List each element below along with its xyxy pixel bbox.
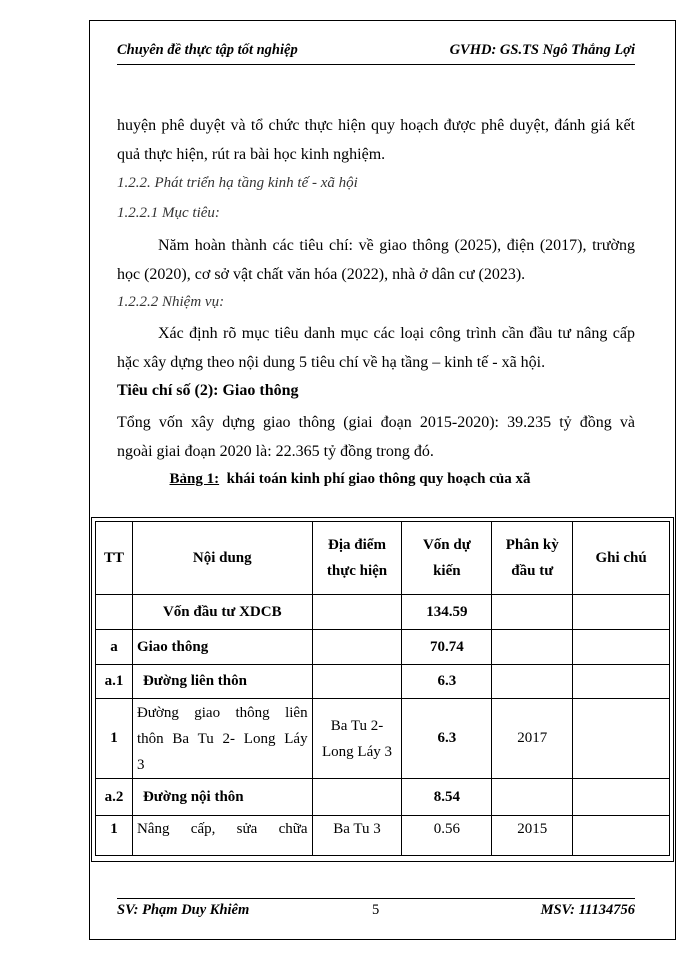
cell-capital: 70.74: [402, 630, 492, 665]
page-footer: [117, 902, 635, 922]
cell-location: Ba Tu 3: [312, 816, 402, 856]
cell-content: Nâng cấp, sửa chữa: [132, 816, 312, 856]
cell-phase: [492, 595, 573, 630]
cell-tt: a: [96, 630, 133, 665]
header-location: [312, 522, 402, 595]
paragraph-1: [117, 111, 635, 169]
paragraph-3-line-1: Xác định rõ mục tiêu danh mục các loại công trình cần đầu tư nâng cấp: [158, 325, 635, 342]
paragraph-2-line-2: học (2020), cơ sở vật chất văn hóa (2022), nhà ở dân cư (2023).: [117, 266, 526, 283]
table-header-row: [96, 522, 670, 595]
table-row: [96, 699, 670, 779]
table-row: [96, 779, 670, 816]
criteria-heading: Tiêu chí số (2): Giao thông: [117, 382, 299, 399]
table-row: [96, 816, 670, 856]
cell-phase: [492, 779, 573, 816]
cell-content: Đường liên thôn: [132, 665, 312, 699]
table-row: [96, 630, 670, 665]
cell-phase: 2015: [492, 816, 573, 856]
cell-note: [573, 595, 670, 630]
paragraph-4-line-1: Tổng vốn xây dựng giao thông (giai đoạn 2015-2020): 39.235 tỷ đồng và: [117, 414, 635, 431]
cell-phase: [492, 630, 573, 665]
cell-content: Giao thông: [132, 630, 312, 665]
header-phase-line-1: Phân kỳ: [505, 537, 559, 553]
header-advisor: GVHD: GS.TS Ngô Thắng Lợi: [449, 42, 635, 58]
paragraph-4-line-2: ngoài giai đoạn 2020 là: 22.365 tỷ đồng trong đó.: [117, 443, 434, 460]
paragraph-4: [117, 408, 635, 466]
table-caption: [0, 471, 700, 488]
header-capital-line-1: Vốn dự: [422, 537, 471, 553]
heading-1-2-2-1: 1.2.2.1 Mục tiêu:: [117, 205, 220, 221]
cell-location: [312, 699, 402, 779]
table-row: [96, 665, 670, 699]
cell-content: [132, 699, 312, 779]
cell-note: [573, 816, 670, 856]
cell-note: [573, 699, 670, 779]
cell-phase: [492, 665, 573, 699]
paragraph-1-line-1: huyện phê duyệt và tổ chức thực hiện quy hoạch được phê duyệt, đánh giá kết: [117, 117, 635, 134]
paragraph-2-line-1: Năm hoàn thành các tiêu chí: về giao thông (2025), điện (2017), trường: [158, 237, 635, 254]
header-capital-line-2: kiến: [433, 563, 461, 579]
cell-location: [312, 779, 402, 816]
paragraph-3-line-2: hặc xây dựng theo nội dung 5 tiêu chí về hạ tầng – kinh tế - xã hội.: [117, 354, 546, 371]
cell-content-line-2: thôn Ba Tu 2- Long Láy: [136, 730, 308, 747]
cell-capital: 6.3: [402, 665, 492, 699]
table-outer-border: [91, 517, 674, 862]
cell-content: Vốn đầu tư XDCB: [132, 595, 312, 630]
cell-capital: 6.3: [402, 699, 492, 779]
cell-content: Đường nội thôn: [132, 779, 312, 816]
budget-table: [95, 521, 670, 856]
header-capital: [402, 522, 492, 595]
paragraph-2: [117, 231, 635, 289]
header-note: Ghi chú: [573, 522, 670, 595]
cell-location: [312, 630, 402, 665]
header-rule: [117, 64, 635, 65]
cell-capital: 0.56: [402, 816, 492, 856]
cell-tt: [96, 595, 133, 630]
page-header: [117, 42, 635, 62]
cell-note: [573, 779, 670, 816]
footer-student: SV: Phạm Duy Khiêm: [117, 902, 250, 918]
cell-phase: 2017: [492, 699, 573, 779]
cell-location-line-2: Long Láy 3: [322, 743, 392, 760]
footer-rule: [117, 898, 635, 899]
header-title: Chuyên đề thực tập tốt nghiệp: [117, 42, 298, 58]
cell-capital: 8.54: [402, 779, 492, 816]
cell-content-line-3: 3: [136, 756, 145, 773]
table-caption-label: Bảng 1:: [169, 471, 220, 487]
header-location-line-2: thực hiện: [326, 563, 388, 579]
paragraph-1-line-2: quả thực hiện, rút ra bài học kinh nghiệm.: [117, 146, 386, 163]
footer-student-id: MSV: 11134756: [540, 902, 635, 918]
heading-1-2-2: 1.2.2. Phát triển hạ tầng kinh tế - xã hội: [117, 175, 358, 191]
header-phase-line-2: đầu tư: [511, 563, 554, 579]
heading-1-2-2-2: 1.2.2.2 Nhiệm vụ:: [117, 294, 225, 310]
cell-tt: 1: [96, 816, 133, 856]
table-caption-text: khái toán kinh phí giao thông quy hoạch của xã: [219, 471, 531, 487]
table-row: [96, 595, 670, 630]
cell-content-line-1: Đường giao thông liên: [136, 704, 308, 721]
cell-tt: 1: [96, 699, 133, 779]
cell-location-line-1: Ba Tu 2-: [330, 717, 384, 734]
header-tt: TT: [96, 522, 133, 595]
page-number: 5: [372, 902, 380, 918]
header-location-line-1: Địa điểm: [328, 537, 386, 553]
header-content: Nội dung: [132, 522, 312, 595]
cell-capital: 134.59: [402, 595, 492, 630]
cell-tt: a.1: [96, 665, 133, 699]
header-phase: [492, 522, 573, 595]
cell-note: [573, 665, 670, 699]
cell-location: [312, 665, 402, 699]
cell-tt: a.2: [96, 779, 133, 816]
paragraph-3: [117, 319, 635, 377]
cell-location: [312, 595, 402, 630]
cell-note: [573, 630, 670, 665]
